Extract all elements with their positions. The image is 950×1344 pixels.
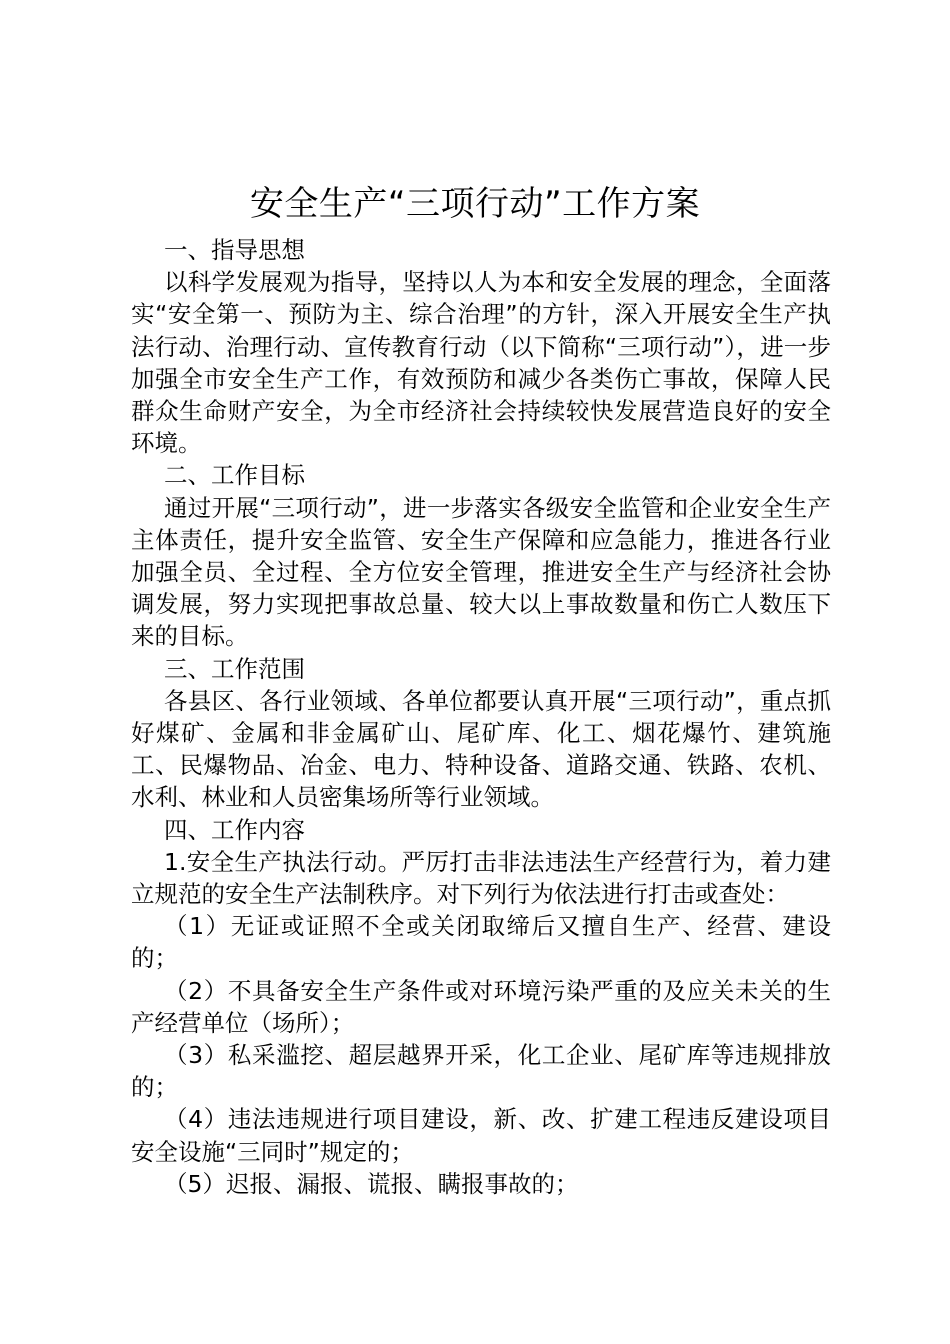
paragraph-guiding-ideology: 以科学发展观为指导，坚持以人为本和安全发展的理念，全面落实“安全第一、预防为主、综合治理”的方针，深入开展安全生产执法行动、治理行动、宣传教育行动（以下简称“三项行动”），进一步加强全市安全生产工作，有效预防和减少各类伤亡事故，保障人民群众生命财产安全，为全市经济社会持续较快发展营造良好的安全环境。	[131, 268, 831, 458]
section-heading-work-goals: 二、工作目标	[164, 461, 305, 490]
paragraph-work-scope: 各县区、各行业领域、各单位都要认真开展“三项行动”，重点抓好煤矿、金属和非金属矿山、尾矿库、化工、烟花爆竹、建筑施工、民爆物品、冶金、电力、特种设备、道路交通、铁路、农机、水利、林业和人员密集场所等行业领域。	[131, 686, 831, 812]
document-body	[131, 234, 831, 1200]
list-item: （4）违法违规进行项目建设，新、改、扩建工程违反建设项目安全设施“三同时”规定的；	[131, 1105, 831, 1166]
section-heading-work-scope: 三、工作范围	[164, 654, 305, 683]
section-heading-guiding-ideology: 一、指导思想	[164, 236, 305, 264]
list-item: （1）无证或证照不全或关闭取缔后又擅自生产、经营、建设的；	[131, 912, 831, 973]
document-title: 安全生产“三项行动”工作方案	[249, 184, 701, 224]
section-heading-work-content: 四、工作内容	[164, 815, 305, 844]
list-item: （2）不具备安全生产条件或对环境污染严重的及应关未关的生产经营单位（场所）；	[131, 976, 831, 1037]
list-item: （3）私采滥挖、超层越界开采，化工企业、尾矿库等违规排放的；	[131, 1041, 831, 1102]
paragraph-work-goals: 通过开展“三项行动”，进一步落实各级安全监管和企业安全生产主体责任，提升安全监管、安全生产保障和应急能力，推进各行业加强全员、全过程、全方位安全管理，推进安全生产与经济社会协调发展，努力实现把事故总量、较大以上事故数量和伤亡人数压下来的目标。	[131, 493, 831, 651]
list-item: （5）迟报、漏报、谎报、瞒报事故的；	[164, 1169, 579, 1198]
paragraph-enforcement-action: 1.安全生产执法行动。严厉打击非法违法生产经营行为，着力建立规范的安全生产法制秩序。对下列行为依法进行打击或查处：	[131, 847, 831, 909]
